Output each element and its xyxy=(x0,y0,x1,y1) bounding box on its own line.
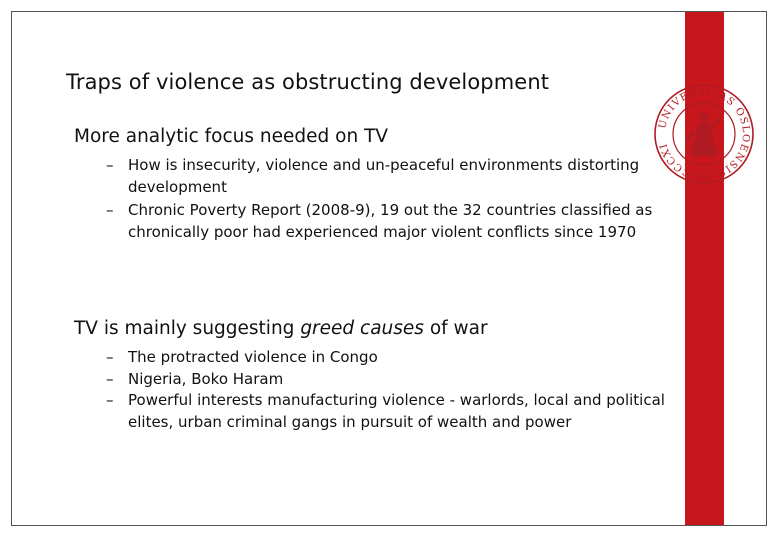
bullet-text: Nigeria, Boko Haram xyxy=(128,369,284,388)
heading-emphasis: greed causes xyxy=(300,318,424,339)
bullet-text: The protracted violence in Congo xyxy=(128,348,378,366)
section-heading: More analytic focus needed on TV xyxy=(74,126,389,147)
slide-title: Traps of violence as obstructing development xyxy=(66,70,550,94)
heading-suffix: of war xyxy=(423,318,488,339)
section-heading xyxy=(74,318,668,339)
list-item xyxy=(74,390,668,433)
bullet-dash: – xyxy=(106,369,114,388)
list-item xyxy=(74,369,668,391)
svg-text:UNIVERSITAS OSLOENSIS MDCCCXI: UNIVERSITAS OSLOENSIS MDCCCXI xyxy=(657,86,752,182)
bullet-text: Chronic Poverty Report (2008-9), 19 out the 32 countries classified as chronically poor had experienced major violent conflicts since 1970 xyxy=(128,201,653,241)
list-item xyxy=(74,347,668,369)
bullet-dash: – xyxy=(106,156,114,174)
bullet-text: How is insecurity, violence and un-peaceful environments distorting development xyxy=(128,156,640,196)
list-item xyxy=(74,155,658,198)
bullet-text: Powerful interests manufacturing violence - warlords, local and political elites, urban criminal gangs in pursuit of wealth and power xyxy=(128,391,665,431)
bullet-dash: – xyxy=(106,201,114,219)
university-seal-logo xyxy=(653,83,755,185)
section-analytic-focus xyxy=(74,126,658,243)
bullet-list xyxy=(74,155,658,243)
bullet-list xyxy=(74,347,668,433)
bullet-dash: – xyxy=(106,348,114,366)
bullet-dash: – xyxy=(106,391,114,409)
list-item xyxy=(74,200,658,243)
section-greed-causes xyxy=(74,318,668,433)
heading-prefix: TV is mainly suggesting xyxy=(74,318,301,339)
